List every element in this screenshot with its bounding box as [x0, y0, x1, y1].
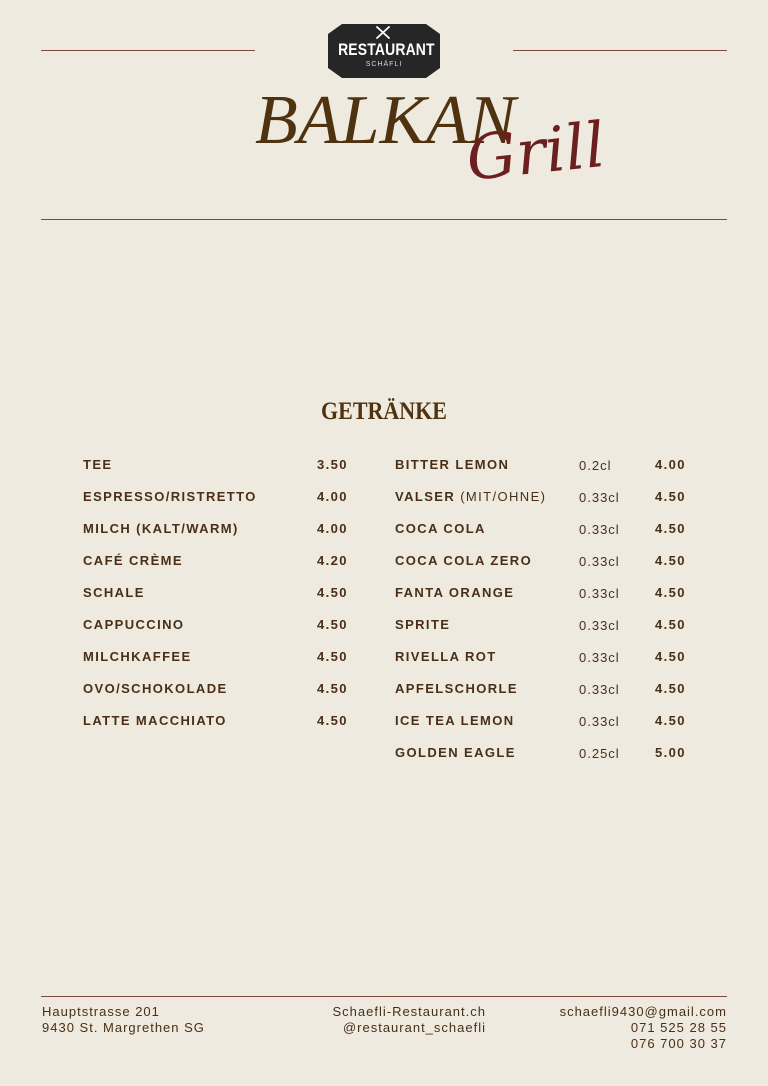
menu-item-price: 4.50 — [655, 713, 686, 728]
menu-item-name: BITTER LEMON — [395, 457, 510, 472]
footer-contact — [560, 1004, 727, 1052]
menu-item-price: 4.50 — [655, 585, 686, 600]
menu-item-name: CAFÉ CRÈME — [83, 553, 183, 568]
menu-item-price: 4.00 — [655, 457, 686, 472]
menu-item-volume: 0.33cl — [579, 618, 620, 633]
menu-item-name: TEE — [83, 457, 113, 472]
menu-item-name: ICE TEA LEMON — [395, 713, 515, 728]
menu-item-volume: 0.33cl — [579, 522, 620, 537]
menu-item-name: GOLDEN EAGLE — [395, 745, 516, 760]
menu-item-name: OVO/SCHOKOLADE — [83, 681, 228, 696]
menu-item-name: FANTA ORANGE — [395, 585, 515, 600]
menu-item-price: 4.50 — [317, 713, 348, 728]
menu-item-name: MILCH (KALT/WARM) — [83, 521, 239, 536]
menu-item-volume: 0.33cl — [579, 554, 620, 569]
menu-item-name: SCHALE — [83, 585, 145, 600]
menu-item-price: 4.50 — [317, 649, 348, 664]
menu-item-note: (MIT/OHNE) — [460, 489, 547, 504]
website-link[interactable]: Schaefli-Restaurant.ch — [332, 1004, 486, 1019]
menu-item-name: CAPPUCCINO — [83, 617, 185, 632]
menu-item-name: COCA COLA ZERO — [395, 553, 533, 568]
menu-item-volume: 0.33cl — [579, 682, 620, 697]
header-rule-right — [513, 50, 727, 51]
menu-item-price: 5.00 — [655, 745, 686, 760]
email-link[interactable]: schaefli9430@gmail.com — [559, 1004, 727, 1019]
menu-item-price: 4.20 — [317, 553, 348, 568]
menu-item-price: 4.50 — [655, 521, 686, 536]
menu-item-name: SPRITE — [395, 617, 451, 632]
phone-1[interactable]: 071 525 28 55 — [630, 1020, 727, 1035]
menu-item-price: 4.00 — [317, 489, 348, 504]
brand-rule — [41, 219, 727, 220]
menu-item-name — [395, 489, 546, 504]
menu-item-price: 3.50 — [317, 457, 348, 472]
logo-subtitle: SCHÄFLI — [365, 61, 403, 68]
menu-item-price: 4.50 — [317, 617, 348, 632]
phone-2[interactable]: 076 700 30 37 — [630, 1036, 727, 1051]
address-line-1: Hauptstrasse 201 — [42, 1004, 160, 1019]
menu-item-volume: 0.33cl — [579, 490, 620, 505]
menu-item-name: APFELSCHORLE — [395, 681, 518, 696]
instagram-handle[interactable]: @restaurant_schaefli — [342, 1020, 486, 1035]
section-title: GETRÄNKE — [321, 398, 447, 425]
menu-item-price: 4.50 — [655, 681, 686, 696]
menu-item-price: 4.00 — [317, 521, 348, 536]
menu-item-name: MILCHKAFFEE — [83, 649, 192, 664]
menu-item-price: 4.50 — [655, 489, 686, 504]
menu-item-volume: 0.33cl — [579, 650, 620, 665]
menu-item-price: 4.50 — [655, 553, 686, 568]
menu-item-price: 4.50 — [317, 585, 348, 600]
menu-item-name: LATTE MACCHIATO — [83, 713, 227, 728]
menu-item-price: 4.50 — [655, 617, 686, 632]
menu-item-volume: 0.25cl — [579, 746, 620, 761]
menu-item-name: ESPRESSO/RISTRETTO — [83, 489, 257, 504]
menu-item-name-text: VALSER — [395, 489, 456, 504]
brand-title: BALKAN — [255, 82, 516, 159]
address-line-2: 9430 St. Margrethen SG — [42, 1020, 205, 1035]
footer-address — [42, 1004, 205, 1036]
restaurant-logo — [328, 24, 440, 78]
footer-web — [332, 1004, 486, 1036]
footer-rule — [41, 996, 727, 997]
menu-item-price: 4.50 — [317, 681, 348, 696]
menu-item-name: RIVELLA ROT — [395, 649, 497, 664]
menu-item-volume: 0.33cl — [579, 586, 620, 601]
header-rule-left — [41, 50, 255, 51]
menu-item-volume: 0.2cl — [579, 458, 612, 473]
menu-item-volume: 0.33cl — [579, 714, 620, 729]
logo-title: RESTAURANT — [338, 40, 435, 59]
menu-item-name: COCA COLA — [395, 521, 486, 536]
brand-script: Grill — [462, 107, 609, 195]
menu-item-price: 4.50 — [655, 649, 686, 664]
